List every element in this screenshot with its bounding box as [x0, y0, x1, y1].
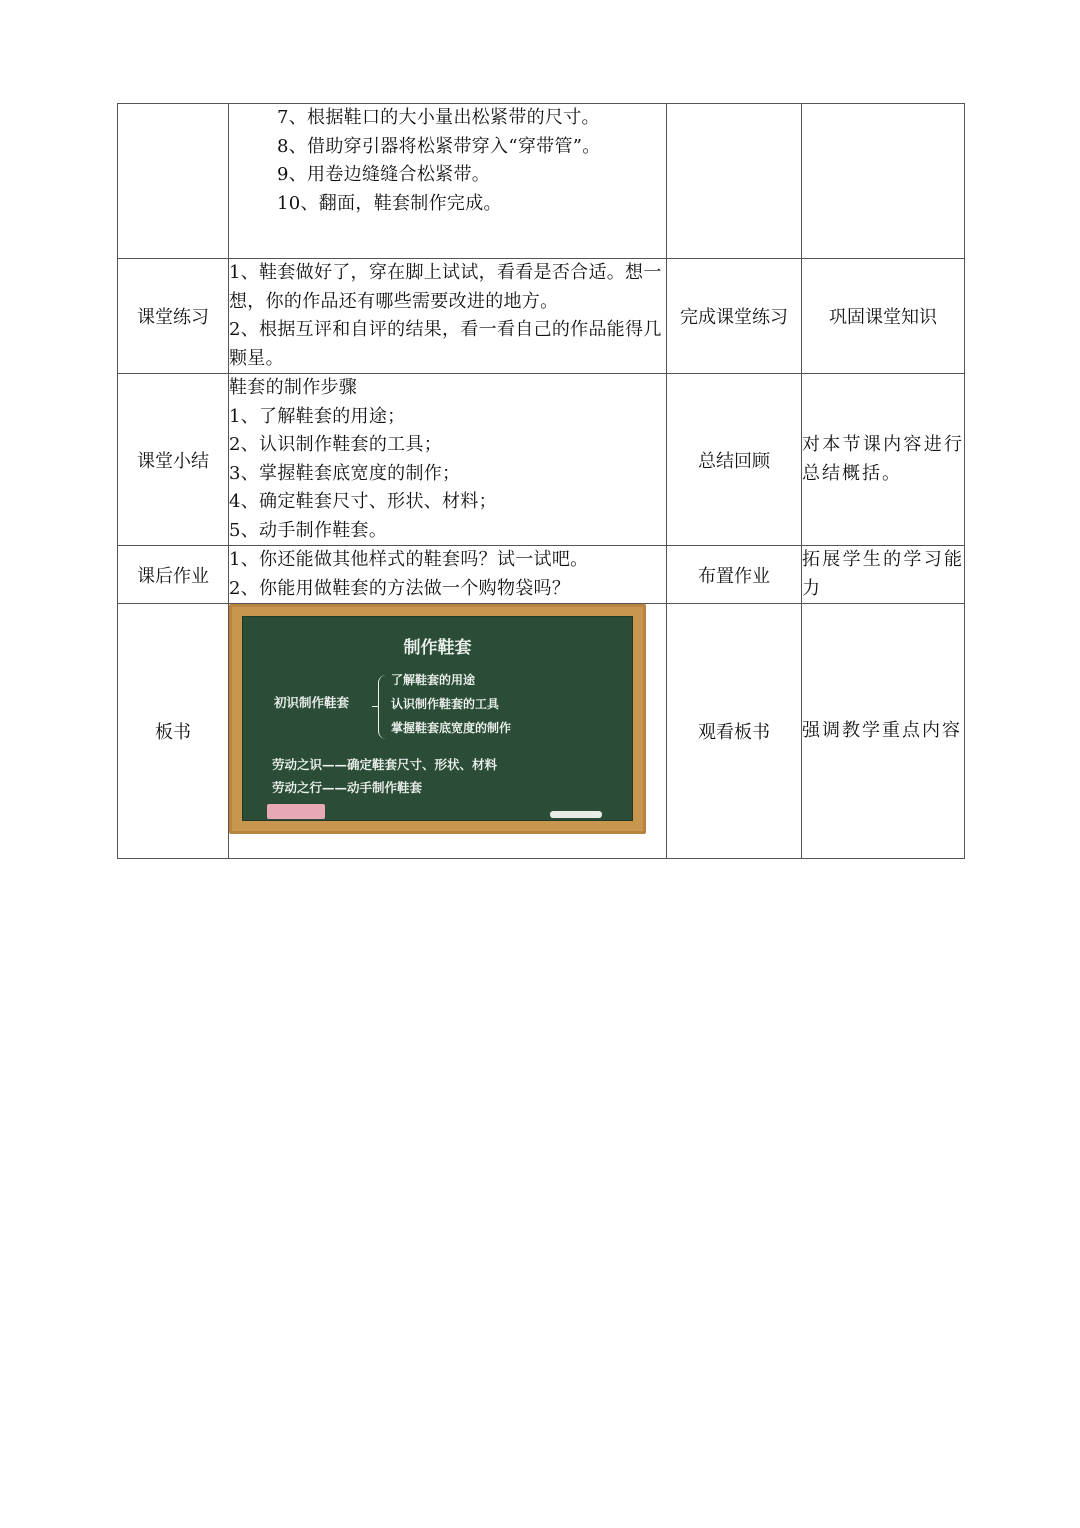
- stage-cell: [118, 104, 229, 259]
- blackboard-group-label: 初识制作鞋套: [274, 695, 350, 710]
- table-row: [118, 546, 965, 604]
- table-row: [118, 374, 965, 546]
- content-line: 4、确定鞋套尺寸、形状、材料；: [229, 491, 497, 512]
- content-line: 3、掌握鞋套底宽度的制作；: [229, 462, 461, 484]
- blackboard-image: [229, 604, 646, 834]
- table-row: [118, 259, 965, 374]
- content-cell: [229, 104, 667, 259]
- content-line: 2、根据互评和自评的结果，看一看自己的作品能得几颗星。: [229, 319, 662, 369]
- purpose-cell: 拓展学生的学习能力: [802, 546, 965, 604]
- lesson-plan-table: [117, 103, 965, 859]
- purpose-cell: 对本节课内容进行总结概括。: [802, 374, 965, 546]
- blackboard-line: 劳动之识——确定鞋套尺寸、形状、材料: [272, 757, 498, 772]
- content-cell: [229, 259, 667, 374]
- blackboard-line: 劳动之行——动手制作鞋套: [272, 780, 423, 795]
- step-line: 8、借助穿引器将松紧带穿入“穿带管”。: [277, 135, 601, 157]
- purpose-cell: 强调教学重点内容: [802, 604, 965, 859]
- content-line: 2、你能用做鞋套的方法做一个购物袋吗？: [229, 577, 571, 599]
- student-activity-cell: 完成课堂练习: [667, 259, 802, 374]
- content-line: 1、了解鞋套的用途；: [229, 405, 406, 427]
- blackboard-title: 制作鞋套: [403, 638, 472, 658]
- student-activity-cell: 观看板书: [667, 604, 802, 859]
- step-line: 9、用卷边缝缝合松紧带。: [277, 164, 491, 185]
- student-activity-cell: 布置作业: [667, 546, 802, 604]
- brace-icon: [378, 675, 387, 739]
- blackboard-surface: [242, 616, 633, 821]
- stage-cell: 课堂小结: [118, 374, 229, 546]
- purpose-cell: 巩固课堂知识: [802, 259, 965, 374]
- chalk-icon: [550, 811, 602, 818]
- student-activity-cell: [667, 104, 802, 259]
- student-activity-cell: 总结回顾: [667, 374, 802, 546]
- blackboard-sub-item: 认识制作鞋套的工具: [391, 697, 500, 711]
- step-line: 7、根据鞋口的大小量出松紧带的尺寸。: [277, 107, 600, 128]
- content-line: 鞋套的制作步骤: [229, 377, 358, 398]
- content-cell: [229, 374, 667, 546]
- purpose-cell: [802, 104, 965, 259]
- blackboard-sub-item: 了解鞋套的用途: [391, 673, 476, 687]
- content-line: 1、你还能做其他样式的鞋套吗？试一试吧。: [229, 549, 589, 570]
- eraser-icon: [267, 804, 325, 819]
- content-cell: [229, 604, 667, 859]
- content-line: 1、鞋套做好了，穿在脚上试试，看看是否合适。想一想，你的作品还有哪些需要改进的地方。: [229, 262, 662, 312]
- table-row: [118, 604, 965, 859]
- stage-cell: 课后作业: [118, 546, 229, 604]
- content-cell: [229, 546, 667, 604]
- blackboard-sub-item: 掌握鞋套底宽度的制作: [391, 721, 512, 735]
- stage-cell: 板书: [118, 604, 229, 859]
- stage-cell: 课堂练习: [118, 259, 229, 374]
- content-line: 2、认识制作鞋套的工具；: [229, 434, 443, 455]
- step-line: 10、翻面，鞋套制作完成。: [277, 192, 502, 214]
- content-line: 5、动手制作鞋套。: [229, 519, 388, 541]
- table-row: [118, 104, 965, 259]
